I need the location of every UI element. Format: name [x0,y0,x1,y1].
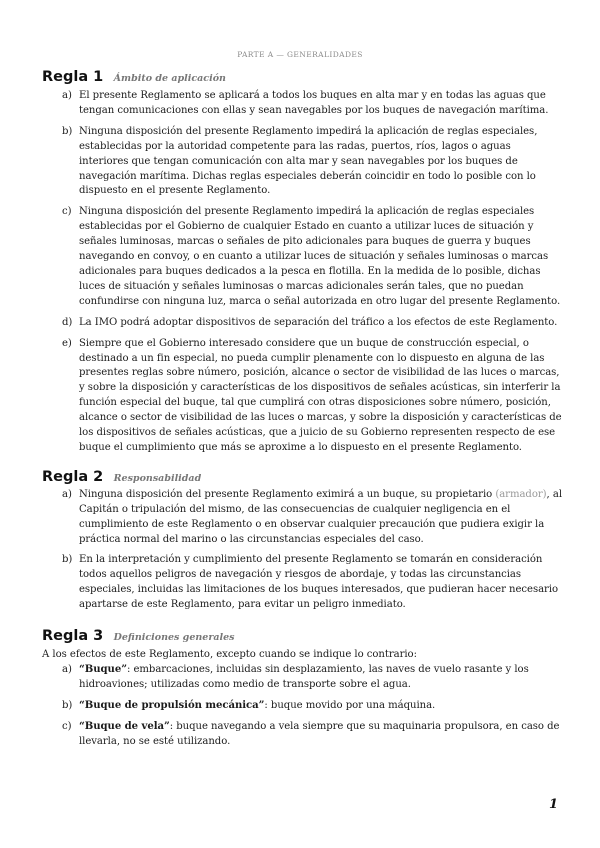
rule-2-subtitle: Responsabilidad [113,472,202,484]
rule-3-list [42,663,562,750]
item-text: Ninguna disposición del presente Reglamento impedirá la aplicación de reglas especiales establecidas por el Gobierno de cualquier Estado en cuanto a utilizar luces de situación y señales luminosas, marcas o señales de pito adicionales para buques de guerra y buques navegando en convoy, o en cuanto a utilizar luces de situación y señales luminosas o marcas adicionales para buques dedicados a la pesca en flotilla. En la medida de lo posible, dichas luces de situación y señales luminosas o marcas adicionales serán tales, que no puedan confundirse con ninguna luz, marca o señal autorizada en otro lugar del presente Reglamento. [79,206,561,307]
definition-term: “Buque de propulsión mecánica” [79,699,265,711]
rule-1-section [42,64,562,456]
definition-term: “Buque de vela” [79,720,170,732]
item-text: Ninguna disposición del presente Reglamento impedirá la aplicación de reglas especiales, establecidas por la autoridad competente para las radas, puertos, ríos, lagos o aguas interiores que tengan comunicación con alta mar y sean navegables por los buques de navegación marítima. Dichas reglas especiales deberán coincidir en todo lo posible con lo dispuesto en el presente Reglamento. [79,125,538,197]
item-label: d) [62,316,73,328]
item-label: c) [62,206,72,218]
item-label: a) [62,664,72,676]
definition-text: : buque navegando a vela siempre que su maquinaria propulsora, en caso de llevarla, no se esté utilizando. [79,720,560,747]
rule-1-list [42,89,562,456]
rule-2-section [42,464,562,613]
rule-1-number: Regla 1 [42,69,104,85]
item-label: a) [62,488,72,500]
item-label: e) [62,337,72,349]
rule-2-item-b [42,553,562,613]
rule-3-number: Regla 3 [42,628,104,645]
rule-2-heading [42,464,562,488]
definition-text: : embarcaciones, incluidas sin desplazamiento, las naves de vuelo rasante y los hidroaviones; utilizadas como medio de transporte sobre el agua. [79,664,529,690]
item-label: b) [62,699,73,711]
item-text-cont: , al Capitán o tripulación del mismo, de las consecuencias de cualquier negligencia en el cumplimiento de este Reglamento o en observar cualquier precaución que pudiera exigir la práctica normal del marino o las circunstancias especiales del caso. [79,488,563,545]
rule-1-subtitle: Ámbito de aplicación [113,73,226,84]
item-text: Siempre que el Gobierno interesado considere que un buque de construcción especial, o destinado a un fin especial, no pueda cumplir plenamente con lo dispuesto en alguna de las presentes reglas sobre número, posición, alcance o sector de visibilidad de las luces o marcas, y sobre la disposición y características de los dispositivos de señales acústicas, sin interferir la función especial del buque, tal que cumplirá con otras disposiciones sobre número, posición, alcance o sector de visibilidad de las luces o marcas, y sobre la disposición y características de los dispositivos de señales acústicas, que a juicio de su Gobierno representen respecto de ese buque el cumplimiento que más se aproxime a lo dispuesto en el presente Reglamento. [79,337,562,453]
rule-2-number: Regla 2 [42,468,104,485]
rule-2-item-a [42,488,562,548]
rule-3-intro: A los efectos de este Reglamento, excepto cuando se indique lo contrario: [42,649,417,661]
rule-1-item-a [42,89,562,119]
rule-3-heading [42,623,562,647]
rule-1-item-d [42,316,562,331]
item-label: c) [62,720,72,732]
item-label: b) [62,125,73,137]
page-content [42,64,562,756]
rule-2-list [42,488,562,613]
item-text: En la interpretación y cumplimiento del presente Reglamento se tomarán en consideración todos aquellos peligros de navegación y riesgos de abordaje, y todas las circunstancias especiales, incluidas las limitaciones de los buques interesados, que pudieran hacer necesario apartarse de este Reglamento, para evitar un peligro inmediato. [79,554,559,611]
rule-1-item-b [42,125,562,200]
definition-text: : buque movido por una máquina. [264,699,436,711]
armador-note: (armador) [495,488,547,500]
item-text: El presente Reglamento se aplicará a todos los buques en alta mar y en todas las aguas que tengan comunicaciones con ellas y sean navegables por los buques de navegación marítima. [79,90,549,116]
rule-3-subtitle: Definiciones generales [113,632,235,644]
rule-3-item-b [42,699,562,714]
rule-1-heading [42,64,562,88]
definition-term: “Buque” [79,664,127,676]
rule-1-item-e [42,337,562,456]
item-label: b) [62,554,73,566]
page-number: 1 [548,797,558,812]
rule-1-item-c [42,205,562,309]
rule-3-item-a [42,663,562,693]
rule-3-item-c [42,720,562,750]
running-head: PARTE A — GENERALIDADES [237,50,363,59]
rule-3-section [42,623,562,750]
item-text: La IMO podrá adoptar dispositivos de separación del tráfico a los efectos de este Reglamento. [79,316,558,328]
item-text: Ninguna disposición del presente Reglamento eximirá a un buque, su propietario [79,488,496,500]
item-label: a) [62,90,72,101]
